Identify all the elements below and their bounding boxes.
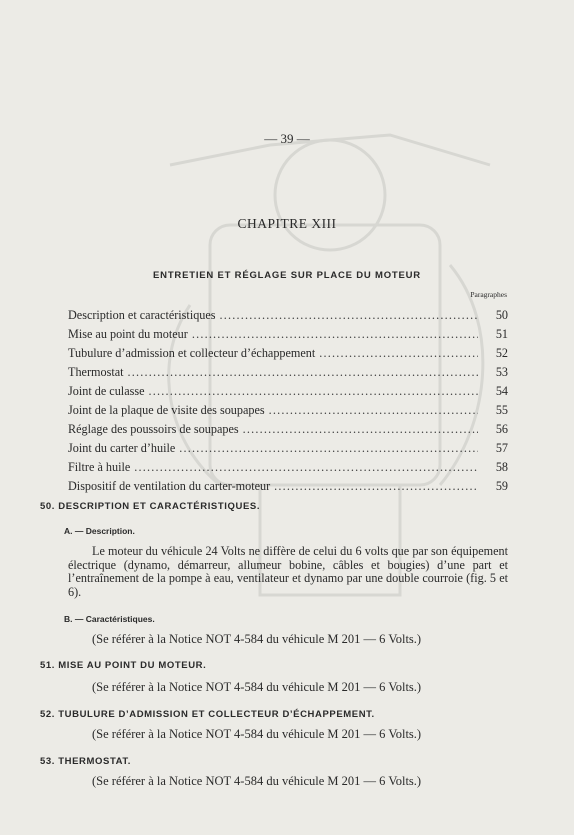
toc-entry-number: 57 — [495, 441, 508, 455]
toc-entry-number: 58 — [495, 460, 508, 474]
toc-entry-number: 59 — [495, 479, 508, 493]
reference-note: (Se référer à la Notice NOT 4-584 du véhicule M 201 — 6 Volts.) — [92, 632, 422, 646]
toc-entry-number: 50 — [495, 308, 508, 322]
toc-entry-number: 52 — [495, 346, 508, 360]
toc-entry-number: 54 — [495, 384, 508, 398]
toc-entry — [68, 384, 508, 403]
subsection-label-caracteristiques: B. — Caractéristiques. — [64, 614, 155, 624]
toc-entry-title: Thermostat — [68, 365, 124, 379]
toc-entry — [68, 441, 508, 460]
toc-entry — [68, 422, 508, 441]
toc-entry-title: Mise au point du moteur — [68, 327, 188, 341]
section-heading-52: 52. TUBULURE D’ADMISSION ET COLLECTEUR D’ÉCHAPPEMENT. — [40, 709, 375, 720]
toc-entry-number: 55 — [495, 403, 508, 417]
page-number: — 39 — — [264, 131, 310, 146]
reference-note: (Se référer à la Notice NOT 4-584 du véhicule M 201 — 6 Volts.) — [92, 727, 422, 741]
leader-dots — [192, 327, 478, 342]
toc-entry — [68, 327, 508, 346]
leader-dots — [134, 460, 478, 475]
subsection-label-description: A. — Description. — [64, 526, 135, 536]
toc-entry-number: 51 — [495, 327, 508, 341]
leader-dots — [319, 346, 478, 361]
toc-entry-number: 56 — [495, 422, 508, 436]
toc-entry-title: Tubulure d’admission et collecteur d’échappement — [68, 346, 316, 360]
toc-entry-title: Joint de culasse — [68, 384, 145, 398]
toc-entry-title: Filtre à huile — [68, 460, 131, 474]
description-paragraph: Le moteur du véhicule 24 Volts ne diffère de celui du 6 volts que par son équipement électrique (dynamo, démarreur, allumeur bobine, câbles et bougies) d’une part et l’entraînement de la pompe à eau, ventilateur et dynamo par une double courroie (fig. 5 et 6). — [68, 544, 508, 599]
chapter-title: CHAPITRE XIII — [237, 216, 337, 231]
leader-dots — [149, 384, 479, 399]
toc-column-header: Paragraphes — [470, 290, 507, 299]
toc-entry — [68, 403, 508, 422]
reference-note: (Se référer à la Notice NOT 4-584 du véhicule M 201 — 6 Volts.) — [92, 680, 422, 694]
toc-entry — [68, 308, 508, 327]
leader-dots — [179, 441, 478, 456]
toc-entry-title: Joint du carter d’huile — [68, 441, 176, 455]
toc-entry — [68, 479, 508, 498]
leader-dots — [243, 422, 478, 437]
section-heading-53: 53. THERMOSTAT. — [40, 756, 131, 767]
leader-dots — [274, 479, 478, 494]
leader-dots — [128, 365, 478, 380]
toc-entry-title: Joint de la plaque de visite des soupapes — [68, 403, 265, 417]
section-heading-50: 50. DESCRIPTION ET CARACTÉRISTIQUES. — [40, 501, 261, 512]
table-of-contents — [68, 308, 508, 498]
section-heading-51: 51. MISE AU POINT DU MOTEUR. — [40, 660, 207, 671]
toc-entry-title: Réglage des poussoirs de soupapes — [68, 422, 239, 436]
toc-entry-title: Description et caractéristiques — [68, 308, 216, 322]
leader-dots — [269, 403, 478, 418]
toc-entry — [68, 346, 508, 365]
reference-note: (Se référer à la Notice NOT 4-584 du véhicule M 201 — 6 Volts.) — [92, 774, 422, 788]
toc-entry — [68, 460, 508, 479]
toc-entry-title: Dispositif de ventilation du carter-moteur — [68, 479, 271, 493]
toc-entry-number: 53 — [495, 365, 508, 379]
leader-dots — [220, 308, 478, 323]
chapter-subtitle: ENTRETIEN ET RÉGLAGE SUR PLACE DU MOTEUR — [153, 270, 421, 281]
toc-entry — [68, 365, 508, 384]
